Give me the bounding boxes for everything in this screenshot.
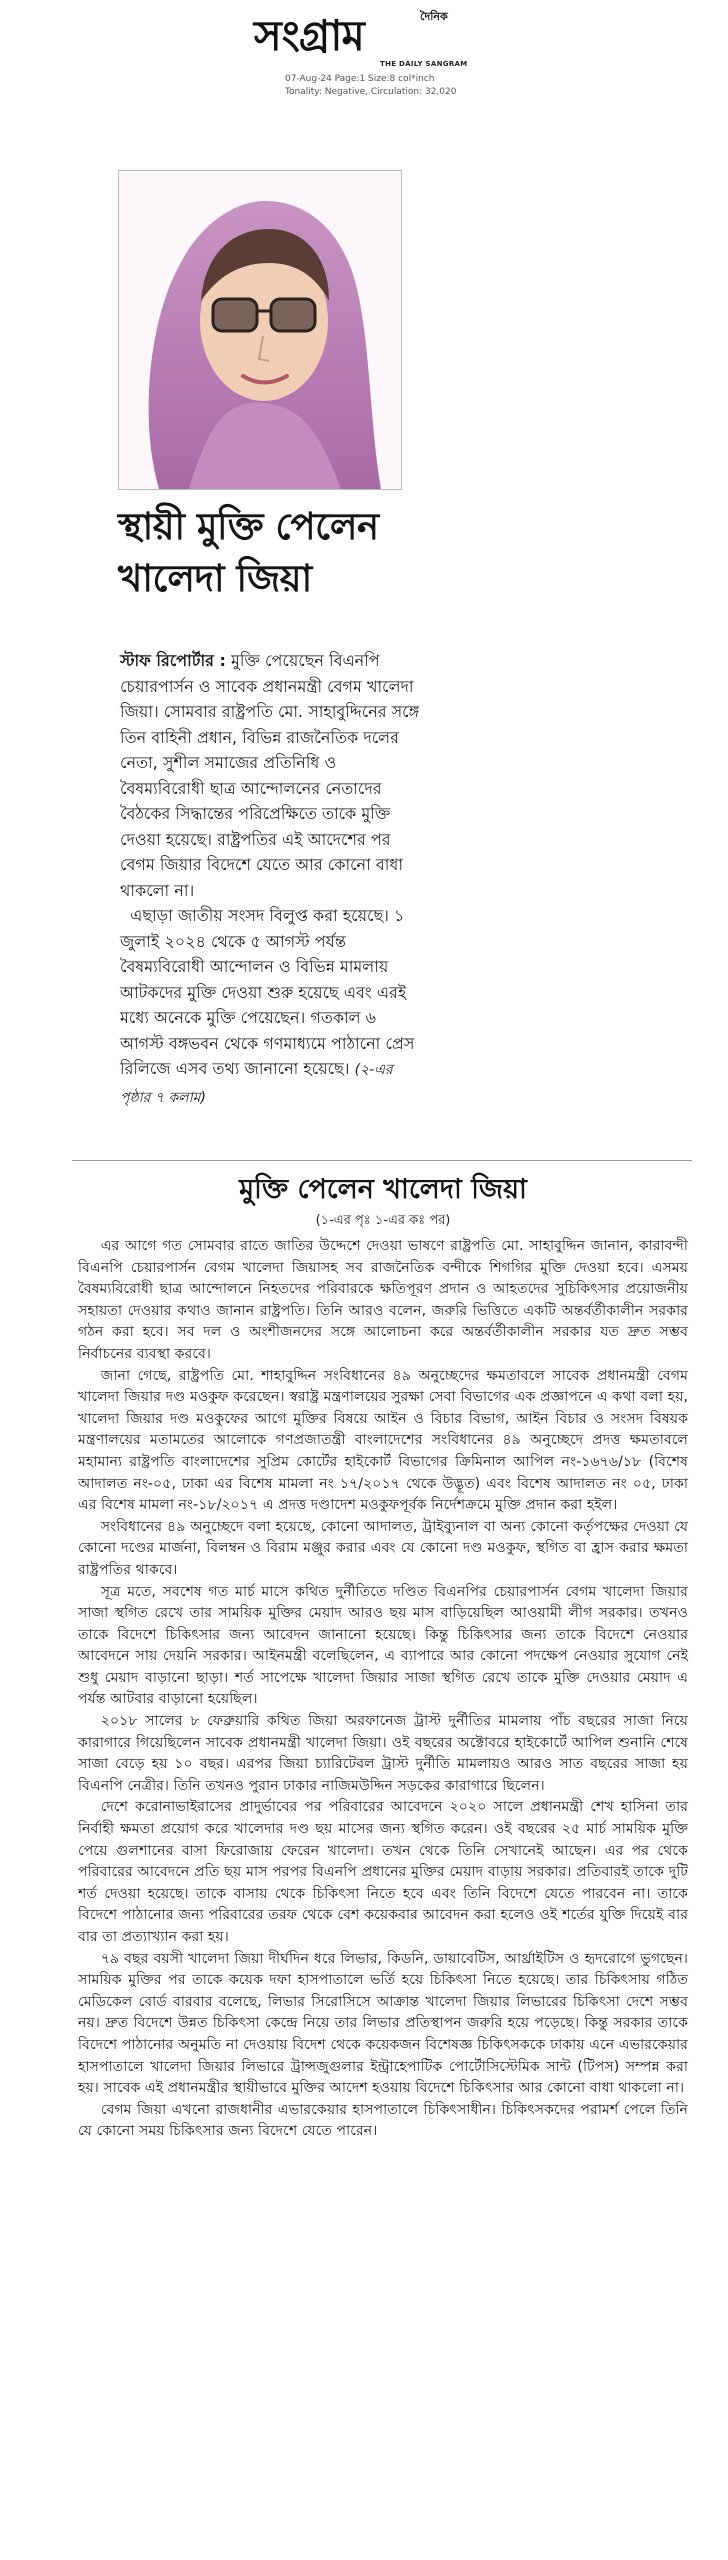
headline-line-2: খালেদা জিয়া	[118, 556, 312, 600]
clipping-meta-date: 07-Aug-24 Page:1 Size:8 col*inch	[285, 74, 435, 84]
continuation-paragraph: ৭৯ বছর বয়সী খালেদা জিয়া দীর্ঘদিন ধরে লিভার, কিডনি, ডায়াবেটিস, আর্থ্রাইটিস ও হৃদরোগে ভুগছেন। সাময়িক মুক্তির পর তাকে কয়েক দফা হাসপাতালে ভর্তি হয়ে চিকিৎসা নিতে হয়েছে। তার চিকিৎসায় গঠিত মেডিকেল বোর্ড বারবার বলেছে, লিভার সিরোসিসে আক্রান্ত খালেদা জিয়ার লিভারের চিকিৎসা দেশে সম্ভব নয়। দ্রুত বিদেশে উন্নত চিকিৎসা কেন্দ্রে নিয়ে তার লিভার প্রতিস্থাপন জরুরি হয়ে পড়েছে। কিন্তু সরকার তাকে বিদেশে পাঠানোর অনুমতি না দেওয়ায় বিদেশ থেকে কয়েকজন বিশেষজ্ঞ চিকিৎসককে ঢাকায় এনে এভারকেয়ার হাসপাতালে খালেদা জিয়ার লিভারে ট্রান্সজুগুলার ইন্ট্রাহেপাটিক পোর্টোসিস্টেমিক সান্ট (টিপস) সম্পন্ন করা হয়। সাবেক এই প্রধানমন্ত্রীর স্থায়ীভাবে মুক্তির আদেশ হওয়ায় বিদেশে চিকিৎসার আর কোনো বাধা থাকলো না।	[78, 1950, 688, 2097]
logo-english-name: THE DAILY SANGRAM	[380, 60, 468, 68]
headline-line-1: স্থায়ী মুক্তি পেলেন	[118, 504, 379, 548]
article-paragraph	[120, 648, 420, 903]
byline: স্টাফ রিপোর্টার :	[120, 651, 226, 670]
portrait-illustration	[119, 171, 401, 489]
masthead	[0, 0, 728, 110]
clipping-meta-tonality: Tonality: Negative, Circulation: 32,020	[285, 87, 457, 97]
continued-on-note: (২-এর পৃষ্ঠার ৭ কলাম)	[120, 1062, 393, 1106]
paragraph-text: এছাড়া জাতীয় সংসদ বিলুপ্ত করা হয়েছে। ১ জুলাই ২০২৪ থেকে ৫ আগস্ট পর্যন্ত বৈষম্যবিরোধী আন্দোলন ও বিভিন্ন মামলায় আটকদের মুক্তি দেওয়া শুরু হয়েছে এবং এরই মধ্যে অনেকে মুক্তি পেয়েছেন। গতকাল ৬ আগস্ট বঙ্গভবন থেকে গণমাধ্যমে পাঠানো প্রেস রিলিজে এসব তথ্য জানানো হয়েছে।	[120, 906, 415, 1078]
newspaper-logo	[250, 6, 480, 70]
article-paragraph	[120, 903, 420, 1111]
clipping-divider	[72, 1160, 692, 1161]
logo-prefix: দৈনিক	[420, 10, 448, 23]
article-headline	[118, 500, 418, 604]
continuation-paragraph: সূত্র মতে, সবশেষ গত মার্চ মাসে কথিত দুর্নীতিতে দণ্ডিত বিএনপির চেয়ারপার্সন বেগম খালেদা জিয়ার সাজা স্থগিত রেখে তার সাময়িক মুক্তির মেয়াদ আরও ছয় মাস বাড়িয়েছিল আওয়ামী লীগ সরকার। তখনও তাকে বিদেশে চিকিৎসার জন্য আবেদন জানানো হয়েছে। কিন্তু চিকিৎসার জন্য তাকে বিদেশে নেওয়ার আবেদনে সায় দেয়নি সরকার। আইনমন্ত্রী বলেছিলেন, এ ব্যাপারে আর কোনো পদক্ষেপ নেওয়ার সুযোগ নেই শুধু মেয়াদ বাড়ানো ছাড়া। শর্ত সাপেক্ষে খালেদা জিয়ার সাজা স্থগিত রেখে তাকে মুক্তি দেওয়ার মেয়াদ এ পর্যন্ত আটবার বাড়ানো হয়েছিল।	[78, 1583, 688, 1708]
article-body	[120, 648, 420, 1111]
front-page-article	[118, 170, 418, 1170]
continuation-headline: মুক্তি পেলেন খালেদা জিয়া	[239, 1174, 527, 1205]
continuation-paragraph: জানা গেছে, রাষ্ট্রপতি মো. শাহাবুদ্দিন সংবিধানের ৪৯ অনুচ্ছেদের ক্ষমতাবলে সাবেক প্রধানমন্ত্রী বেগম খালেদা জিয়ার দণ্ড মওকুফ করেছেন। স্বরাষ্ট্র মন্ত্রণালয়ের সুরক্ষা সেবা বিভাগের এক প্রজ্ঞাপনে এ কথা বলা হয়, খালেদা জিয়ার দণ্ড মওকুফের আগে মুক্তির বিষয়ে আইন ও বিচার বিভাগ, আইন বিচার ও সংসদ বিষয়ক মন্ত্রণালয়ের মতামতের আলোকে গণপ্রজাতন্ত্রী বাংলাদেশের সংবিধানের ৪৯ অনুচ্ছেদে প্রদত্ত ক্ষমতাবলে মহামান্য রাষ্ট্রপতি বাংলাদেশের সুপ্রিম কোর্টের হাইকোর্ট বিভাগের ক্রিমিনাল আপিল নং-১৬৭৬/১৮ (বিশেষ আদালত নং-০৫, ঢাকা এর বিশেষ মামলা নং ১৭/২০১৭ থেকে উদ্ভূত) এবং বিশেষ আদালত নং ০৫, ঢাকা এর বিশেষ মামলা নং-১৮/২০১৭ এ প্রদত্ত দণ্ডাদেশ মওকুফপূর্বক নির্দেশক্রমে মুক্তি প্রদান করা হইল।	[78, 1367, 688, 1514]
continuation-paragraph: এর আগে গত সোমবার রাতে জাতির উদ্দেশে দেওয়া ভাষণে রাষ্ট্রপতি মো. সাহাবুদ্দিন জানান, কারাবন্দী বিএনপি চেয়ারপার্সন বেগম খালেদা জিয়াসহ সব রাজনৈতিক বন্দীকে শিগগির মুক্তি দেওয়া হবে। এসময় বৈষম্যবিরোধী ছাত্র আন্দোলনে নিহতদের পরিবারকে ক্ষতিপূরণ প্রদান ও আহতদের সুচিকিৎসার প্রয়োজনীয় সহায়তা দেওয়ার কথাও জানান রাষ্ট্রপতি। তিনি আরও বলেন, জরুরি ভিত্তিতে একটি অন্তর্বর্তীকালীন সরকার গঠন করা হবে। সব দল ও অংশীজনদের সঙ্গে আলোচনা করে অন্তর্বর্তীকালীন সরকার যত দ্রুত সম্ভব নির্বাচনের ব্যবস্থা করবে।	[78, 1238, 688, 1362]
continuation-paragraph: সংবিধানের ৪৯ অনুচ্ছেদে বলা হয়েছে, কোনো আদালত, ট্রাইব্যুনাল বা অন্য কোনো কর্তৃপক্ষের দেওয়া যে কোনো দণ্ডের মার্জনা, বিলম্বন ও বিরাম মঞ্জুর করার এবং যে কোনো দণ্ড মওকুফ, স্থগিত বা হ্রাস করার ক্ষমতা রাষ্ট্রপতির থাকবে।	[78, 1518, 688, 1578]
continuation-paragraph: বেগম জিয়া এখনো রাজধানীর এভারকেয়ার হাসপাতালে চিকিৎসাধীন। চিকিৎসকদের পরামর্শ পেলে তিনি যে কোনো সময় চিকিৎসার জন্য বিদেশে যেতে পারেন।	[78, 2101, 688, 2140]
paragraph-text: মুক্তি পেয়েছেন বিএনপি চেয়ারপার্সন ও সাবেক প্রধানমন্ত্রী বেগম খালেদা জিয়া। সোমবার রাষ্ট্রপতি মো. সাহাবুদ্দিনের সঙ্গে তিন বাহিনী প্রধান, বিভিন্ন রাজনৈতিক দলের নেতা, সুশীল সমাজের প্রতিনিধি ও বৈষম্যবিরোধী ছাত্র আন্দোলনের নেতাদের বৈঠকের সিদ্ধান্তের পরিপ্রেক্ষিতে তাকে মুক্তি দেওয়া হয়েছে। রাষ্ট্রপতির এই আদেশের পর বেগম জিয়ার বিদেশে যেতে আর কোনো বাধা থাকলো না।	[120, 651, 420, 900]
continuation-body	[78, 1236, 688, 2143]
continuation-paragraph: ২০১৮ সালের ৮ ফেব্রুয়ারি কথিত জিয়া অরফানেজ ট্রাস্ট দুর্নীতির মামলায় পাঁচ বছরের সাজা নিয়ে কারাগারে গিয়েছিলেন সাবেক প্রধানমন্ত্রী খালেদা জিয়া। ওই বছরের অক্টোবরে হাইকোর্টে আপিল শুনানি শেষে সাজা বেড়ে হয় ১০ বছর। এরপর জিয়া চ্যারিটেবল ট্রাস্ট দুর্নীতি মামলায়ও আরও সাত বছরের সাজা হয় বিএনপি নেত্রীর। তিনি তখনও পুরান ঢাকার নাজিমউদ্দিন সড়কের কারাগারে ছিলেন।	[78, 1713, 688, 1794]
logo-wordmark: সংগ্রাম	[254, 11, 364, 60]
continued-from-note: (১-এর পৃঃ ১-এর কঃ পর)	[315, 1213, 451, 1228]
continuation-article	[78, 1170, 688, 2540]
portrait-photo	[118, 170, 402, 490]
continuation-paragraph: দেশে করোনাভাইরাসের প্রাদুর্ভাবের পর পরিবারের আবেদনে ২০২০ সালে প্রধানমন্ত্রী শেখ হাসিনা তার নির্বাহী ক্ষমতা প্রয়োগ করে খালেদার দণ্ড ছয় মাসের জন্য স্থগিত করেন। ওই বছরের ২৫ মার্চ সাময়িক মুক্তি পেয়ে গুলশানের বাসা ফিরোজায় ফেরেন খালেদা। তখন থেকে তিনি সেখানেই আছেন। এর পর থেকে পরিবারের আবেদনে প্রতি ছয় মাস পরপর বিএনপি প্রধানের মুক্তির মেয়াদ বাড়ায় সরকার। প্রতিবারই তাকে দুটি শর্ত দেওয়া হয়েছে। তাকে বাসায় থেকে চিকিৎসা নিতে হবে এবং তিনি বিদেশে যেতে পারবেন না। তাকে বিদেশে পাঠানোর জন্য পরিবারের তরফ থেকে বেশ কয়েকবার আবেদন করা হলেও ওই শর্তের যুক্তি দিয়েই বার বার তা প্রত্যাখ্যান করা হয়।	[78, 1799, 688, 1945]
